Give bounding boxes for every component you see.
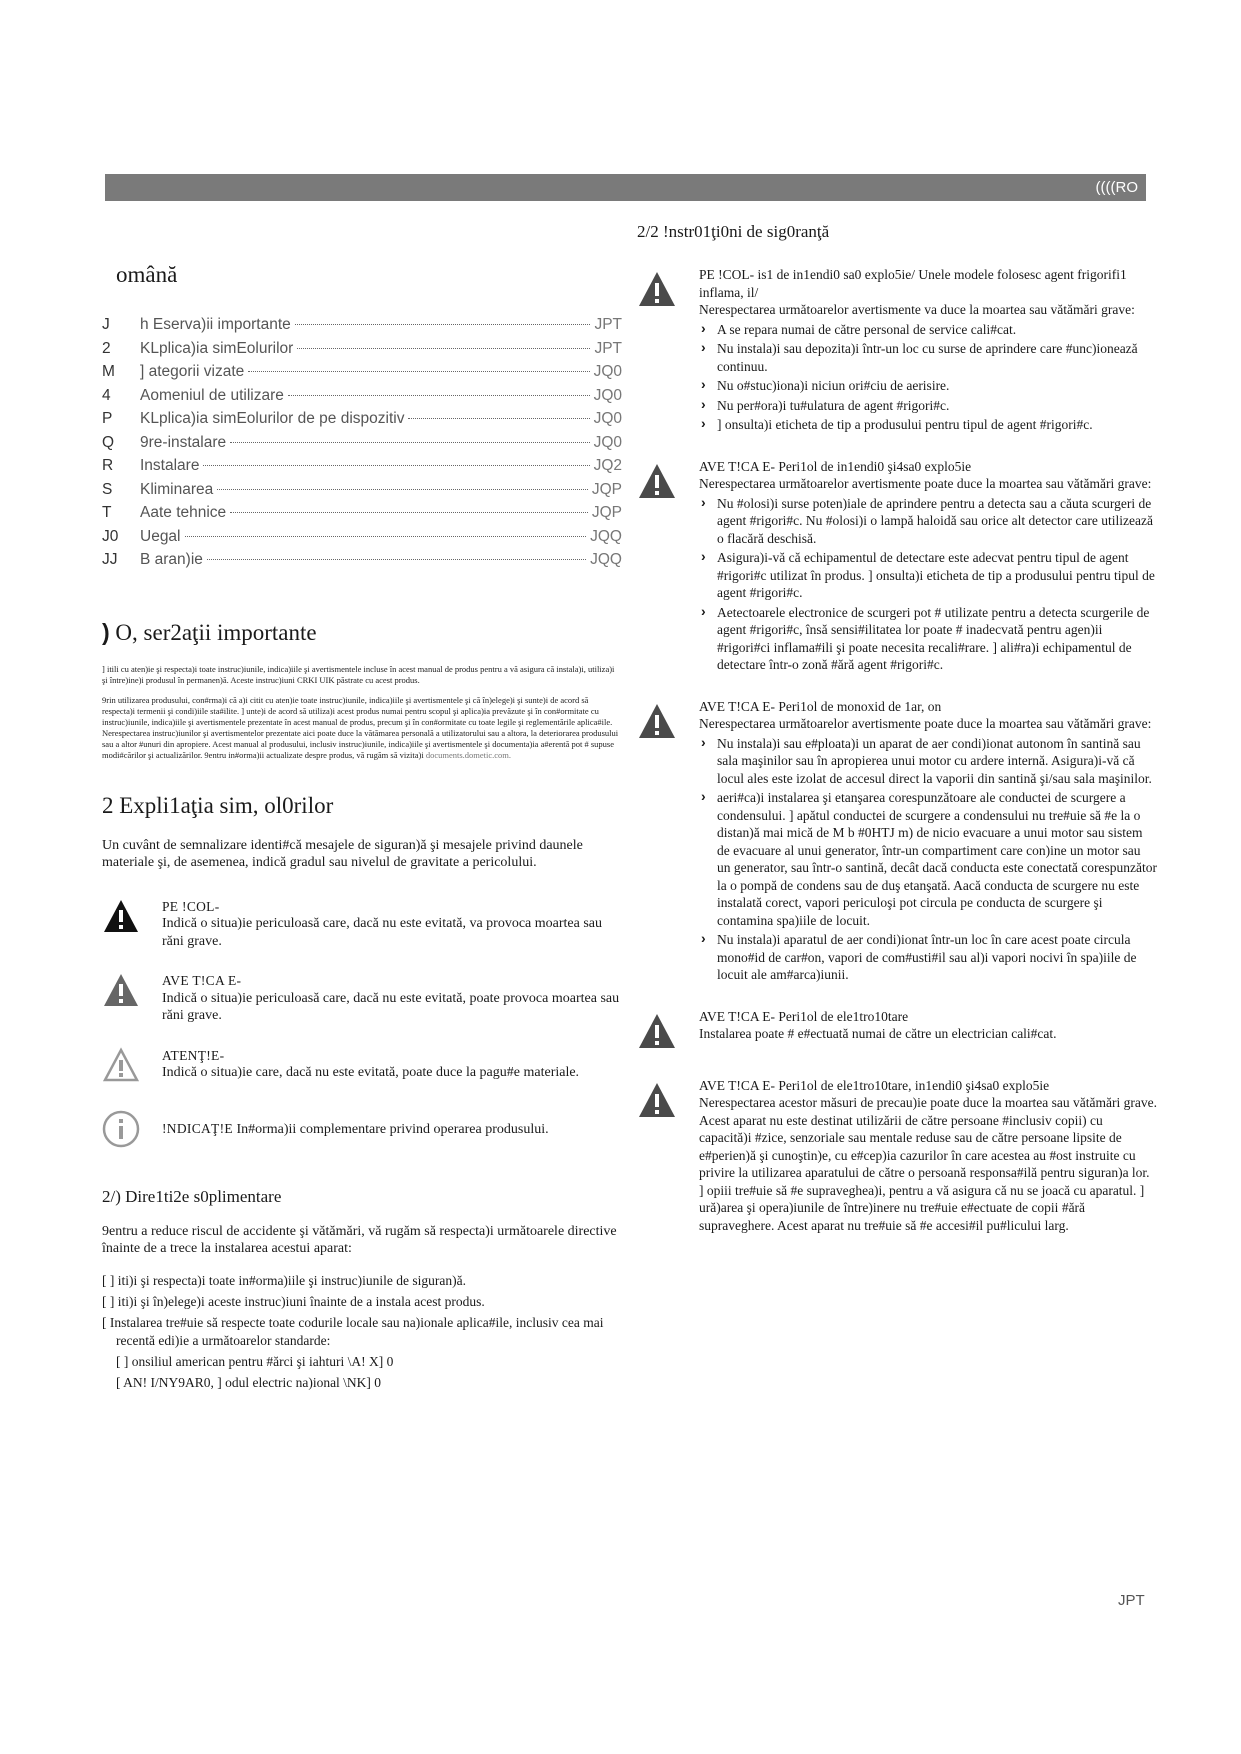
toc-item[interactable] bbox=[102, 363, 622, 387]
toc-item[interactable] bbox=[102, 481, 622, 505]
subsection-title: 2/) Dire1ti2e s0plimentare bbox=[102, 1186, 282, 1206]
toc-leader bbox=[408, 418, 589, 419]
section-2-title: 2 Expli1aţia sim, ol0rilor bbox=[102, 792, 334, 818]
warning-intro: Instalarea poate # e#ectuată numai de către un electrician cali#cat. bbox=[699, 1026, 1057, 1041]
toc-page: JQQ bbox=[590, 551, 622, 568]
toc-page: JQP bbox=[591, 504, 622, 521]
symbol-note-text: In#orma)ii complementare privind operarea produsului. bbox=[236, 1121, 549, 1137]
list-item: › ] onsulta)i eticheta de tip a produsului pentru tipul de agent #rigori#c. bbox=[699, 416, 1157, 434]
warning-head: AVE T!CA E- Peri1ol de ele1tro10tare, in1endi0 şi4sa0 explo5ie bbox=[699, 1077, 1050, 1093]
toc-number: 4 bbox=[102, 386, 111, 404]
section-1-paragraph-2 bbox=[102, 695, 622, 761]
toc-leader bbox=[297, 348, 590, 349]
warnings-list bbox=[637, 266, 1157, 1234]
warning-icon bbox=[637, 698, 699, 986]
toc-text: ] ategorii vizate bbox=[140, 363, 245, 380]
list-item: › Nu instala)i sau e#ploata)i un aparat de aer condi)ionat autonom în santină sau sala maşinilor sau în apropierea unui motor cu ardere internă. Asigura)i-vă că locul ales este izolat de accesul direct la vaporii din santină şi/sau sala maşinilor. bbox=[699, 735, 1157, 788]
caution-icon bbox=[102, 1047, 162, 1088]
toc-number: J bbox=[102, 316, 110, 333]
warning-icon bbox=[637, 1077, 699, 1235]
toc-number: JJ bbox=[102, 551, 118, 568]
list-item: › Nu o#stuc)iona)i niciun ori#ciu de aerisire. bbox=[699, 377, 1157, 395]
warning-block bbox=[637, 1008, 1157, 1055]
toc-item[interactable] bbox=[102, 410, 622, 434]
warning-block bbox=[637, 698, 1157, 986]
toc-text: B aran)ie bbox=[140, 551, 203, 568]
page-number: JPT bbox=[1118, 1592, 1145, 1609]
symbol-note-head: !NDICAŢ!E bbox=[162, 1120, 233, 1136]
symbol-warning-head: AVE T!CA E- bbox=[162, 973, 242, 988]
warning-intro: Nerespectarea acestor măsuri de precau)ie poate duce la moartea sau vătămări grave. bbox=[699, 1095, 1157, 1110]
toc-page: JQ0 bbox=[593, 433, 622, 451]
toc-page: JQ0 bbox=[593, 410, 622, 427]
warning-icon bbox=[637, 266, 699, 436]
toc-number: M bbox=[102, 363, 115, 380]
warning-bullets bbox=[699, 735, 1157, 984]
symbol-warning bbox=[102, 972, 622, 1025]
symbol-warning-text: Indică o situa)ie periculoasă care, dacă nu este evitată, poate provoca moartea sau răni grave. bbox=[162, 990, 620, 1023]
toc-number: R bbox=[102, 457, 114, 474]
list-item: › Nu #olosi)i surse poten)iale de aprindere pentru a detecta sau a căuta scurgeri de agent #rigori#c. Nu #olosi)i o lampă haloidă sau orice alt detector care utilizează o flacără deschisă. bbox=[699, 495, 1157, 548]
section-1-paragraph-2-text: 9rin utilizarea produsului, con#rma)i că a)i citit cu aten)ie toate instruc)iunile, indica)iile şi avertismentele şi că în)elege)i şi sunte)i de acord să respecta)i termenii şi condi)iile sta#ilite. ] unte)i de acord să utiliza)i acest produs numai pentru scopul şi aplica)ia prevăzute şi în con#ormitate cu instruc)iunile, indica)iile şi avertismentele prezentate în acest manual de produs, precum şi în con#ormitate cu toate legile şi reglementările aplica#ile. Nerespectarea instruc)iunilor şi avertismentelor prezentate aici poate duce la vătămarea personală a utilizatorului sau a altora, la deteriorarea produsului sau a altor #unuri din apropiere. Acest manual al produsului, inclusiv instruc)iunile, indica)iile şi avertismentele şi documenta)ia a#erentă pot # supuse modi#cărilor şi actualizărilor. 9entru in#orma)ii actualizate despre produs, vă rugăm să vizita)i bbox=[102, 694, 619, 760]
list-item: [ ] iti)i şi în)elege)i aceste instruc)iuni înainte de a instala acest produs. bbox=[102, 1293, 485, 1309]
section-1-paragraph-1: ] itili cu aten)ie şi respecta)i toate instruc)iunile, indica)iile şi avertismentele incluse în acest manual de produs pentru a vă asigura că instala)i, utiliza)i şi între)ine)i produsul în permanen)ă. Aceste instruc)iuni CRKI UIK păstrate cu acest produs. bbox=[102, 663, 615, 685]
toc-leader bbox=[185, 536, 587, 537]
warning-bullets bbox=[699, 495, 1157, 674]
warning-head: AVE T!CA E- Peri1ol de in1endi0 şi4sa0 explo5ie bbox=[699, 458, 972, 474]
toc-number: P bbox=[102, 410, 113, 427]
warning-block bbox=[637, 1077, 1157, 1235]
toc-text: Uegal bbox=[140, 527, 181, 545]
symbol-note bbox=[102, 1110, 622, 1153]
list-item: › Nu instala)i aparatul de aer condi)ionat într-un loc în care acest poate circula mono#id de car#on, vapori de com#usti#il sau al)i vapori nocivi în spa)iile de locuit ale am#arca)iunii. bbox=[699, 931, 1157, 984]
toc-item[interactable] bbox=[102, 528, 622, 552]
toc-leader bbox=[203, 465, 589, 466]
danger-icon bbox=[102, 898, 162, 951]
toc-page: JPT bbox=[594, 339, 622, 357]
toc-item[interactable] bbox=[102, 340, 622, 364]
warning-head: PE !COL- is1 de in1endi0 sa0 explo5ie/ Unele modele folosesc agent frigorifi1 inflama, il/ bbox=[699, 267, 1127, 300]
toc-item[interactable] bbox=[102, 316, 622, 340]
toc-leader bbox=[248, 371, 589, 372]
warning-icon bbox=[637, 458, 699, 676]
left-column bbox=[102, 262, 622, 1395]
toc-item[interactable] bbox=[102, 457, 622, 481]
warning-icon bbox=[102, 972, 162, 1025]
toc-leader bbox=[230, 442, 589, 443]
warning-extra: Acest aparat nu este destinat utilizării de către persoane #inclusiv copii) cu capacită)i #zice, senzoriale sau mentale reduse sau de către persoane lipsite de e#perien)ă şi cunoştin)e, cu e#cep)ia cazurilor în care acestea au #ost instruite cu privire la utilizarea aparatului de către o persoană responsa#ilă pentru siguran)a lor. ] opiii tre#uie să #e supraveghea)i, pentru a vă asigura că nu se joacă cu aparatul. ] ură)area şi opera)iunile de între)inere nu tre#uie e#ectuate de copii #ără supraveghere. Acest aparat nu tre#uie să #e accesi#il pu#licului larg. bbox=[699, 1112, 1150, 1233]
toc-text: Aate tehnice bbox=[140, 504, 227, 521]
directives-list bbox=[102, 1272, 622, 1392]
toc-page: JPT bbox=[594, 316, 622, 333]
toc-text: h Eserva)ii importante bbox=[140, 316, 291, 333]
toc-text: Kliminarea bbox=[140, 480, 214, 498]
list-item: › Nu instala)i sau depozita)i într-un loc cu surse de aprindere care #unc)ionează continuu. bbox=[699, 340, 1157, 375]
list-item: [ ] onsiliul american pentru #ărci şi iahturi \A! X] 0 bbox=[116, 1353, 394, 1369]
list-item: › Asigura)i-vă că echipamentul de detectare este adecvat pentru tipul de agent #rigori#c utilizat în produs. ] onsulta)i eticheta de tip a produsului pentru tipul de agent #rigori#c. bbox=[699, 549, 1157, 602]
toc-number: T bbox=[102, 504, 112, 521]
toc-item[interactable] bbox=[102, 551, 622, 575]
symbol-caution bbox=[102, 1047, 622, 1088]
list-item: › A se repara numai de către personal de service cali#cat. bbox=[699, 321, 1157, 339]
warning-intro: Nerespectarea următoarelor avertismente poate duce la moartea sau vătămări grave: bbox=[699, 476, 1152, 491]
section-1-title bbox=[102, 619, 622, 646]
symbol-danger-text: Indică o situa)ie periculoasă care, dacă nu este evitată, va provoca moartea sau răni grave. bbox=[162, 916, 603, 949]
warning-head: AVE T!CA E- Peri1ol de ele1tro10tare bbox=[699, 1008, 909, 1024]
toc-page: JQ0 bbox=[593, 386, 622, 404]
list-item: › Aetectoarele electronice de scurgeri pot # utilizate pentru a detecta scurgerile de agent #rigori#c, însă sensi#ilitatea lor poate # inadecvată pentru agen)ii #rigori#ci inflama#ili şi poate necesita recali#rare. ] ali#ra)i echipamentul de detectare într-o zonă #ără agent #rigori#c. bbox=[699, 604, 1157, 674]
table-of-contents bbox=[102, 316, 622, 575]
toc-text: KLplica)ia simEolurilor de pe dispozitiv bbox=[140, 410, 405, 427]
list-item: › aeri#ca)i instalarea şi etanşarea corespunzătoare ale conductei de scurgere a condensului. ] apătul conductei de scurgere a condensului nu tre#uie să #e la o distan)ă mai mică de M b #0HTJ m) de nicio evacuare a unui motor sau sistem de evacuare al unui generator, într-un compartiment care con)ine un motor sau un generator, sau într-o santină, decât dacă conducta este conectată corespunzător la o pompă de condens sau de duş etanşată. Aacă conducta de scurgere nu este instalată corect, vapori periculoşi pot circula pe conducta de scurgere şi contamina spa)iile de locuit. bbox=[699, 789, 1157, 929]
toc-number: S bbox=[102, 480, 113, 498]
warning-head: AVE T!CA E- Peri1ol de monoxid de 1ar, on bbox=[699, 698, 942, 714]
section-1-title-text: O, ser2aţii importante bbox=[115, 619, 317, 645]
right-column bbox=[637, 222, 1157, 1256]
toc-item[interactable] bbox=[102, 387, 622, 411]
toc-leader bbox=[288, 395, 590, 396]
toc-number: 2 bbox=[102, 339, 111, 357]
warning-icon bbox=[637, 1008, 699, 1055]
toc-item[interactable] bbox=[102, 504, 622, 528]
toc-text: Instalare bbox=[140, 457, 200, 474]
toc-page: JQ0 bbox=[593, 363, 622, 380]
toc-item[interactable] bbox=[102, 434, 622, 458]
list-item: [ AN! I/NY9AR0, ] odul electric na)ional \NK] 0 bbox=[116, 1374, 382, 1390]
toc-leader bbox=[230, 512, 588, 513]
warning-block bbox=[637, 458, 1157, 676]
toc-text: 9re-instalare bbox=[140, 433, 227, 451]
toc-number: J0 bbox=[102, 527, 119, 545]
list-item: [ Instalarea tre#uie să respecte toate codurile locale sau na)ionale aplica#ile, inclusiv cea mai recentă edi)ie a următoarelor standarde: bbox=[102, 1314, 604, 1348]
symbol-danger-head: PE !COL- bbox=[162, 898, 220, 914]
header-language-label: ((((RO bbox=[1095, 179, 1138, 196]
toc-leader bbox=[295, 324, 591, 325]
list-item: › Nu per#ora)i tu#ulatura de agent #rigori#c. bbox=[699, 397, 1157, 415]
toc-text: KLplica)ia simEolurilor bbox=[140, 339, 294, 357]
toc-number: Q bbox=[102, 433, 115, 451]
toc-leader bbox=[207, 559, 586, 560]
section-1-number: ) bbox=[102, 618, 110, 645]
symbol-danger bbox=[102, 898, 622, 951]
safety-instructions-title: 2/2 !nstr01ţi0ni de sig0ranţă bbox=[637, 222, 830, 241]
subsection-paragraph: 9entru a reduce riscul de accidente şi vătămări, vă rugăm să respecta)i următoarele directive înainte de a trece la instalarea acestui aparat: bbox=[102, 1223, 617, 1256]
symbol-caution-head: ATENŢ!E- bbox=[162, 1047, 225, 1063]
info-icon bbox=[102, 1110, 162, 1153]
toc-text: Aomeniul de utilizare bbox=[140, 386, 284, 404]
toc-leader bbox=[217, 489, 588, 490]
warning-bullets bbox=[699, 321, 1157, 434]
list-item: [ ] iti)i şi respecta)i toate in#orma)iile şi instruc)iunile de siguran)ă. bbox=[102, 1272, 467, 1288]
section-2-paragraph: Un cuvânt de semnalizare identi#că mesajele de siguran)ă şi mesajele privind daunele materiale şi, de asemenea, indică gradul sau nivelul de gravitate a pericolului. bbox=[102, 837, 583, 870]
language-title: omână bbox=[116, 262, 178, 287]
header-bar bbox=[105, 174, 1146, 201]
toc-page: JQP bbox=[591, 480, 622, 498]
warning-intro: Nerespectarea următoarelor avertismente poate duce la moartea sau vătămări grave: bbox=[699, 716, 1152, 731]
documents-link[interactable]: documents.dometic.com. bbox=[425, 749, 512, 760]
warning-block bbox=[637, 266, 1157, 436]
symbol-caution-text: Indică o situa)ie care, dacă nu este evitată, poate duce la pagu#e materiale. bbox=[162, 1065, 580, 1080]
toc-page: JQQ bbox=[590, 527, 622, 545]
toc-page: JQ2 bbox=[593, 457, 622, 474]
warning-intro: Nerespectarea următoarelor avertismente va duce la moartea sau vătămări grave: bbox=[699, 302, 1135, 317]
